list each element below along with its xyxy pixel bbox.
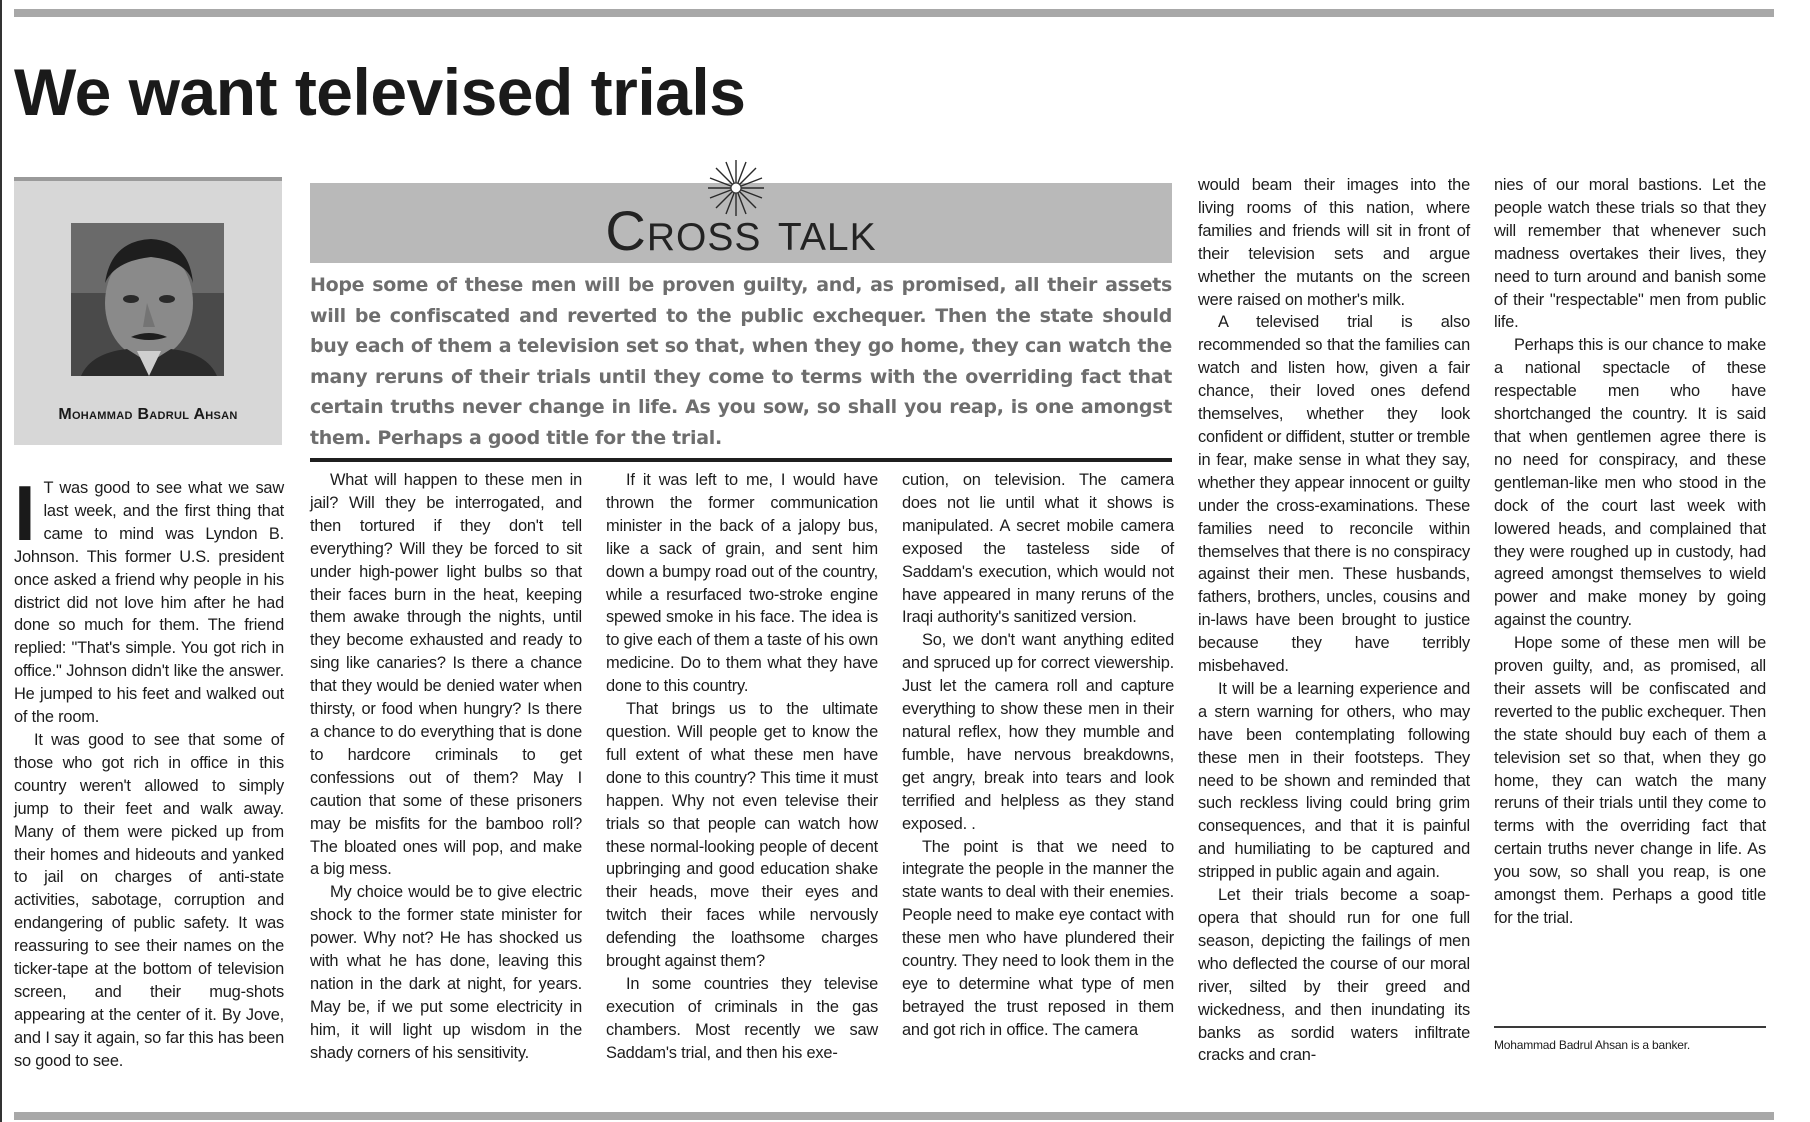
- article-column-4: [902, 469, 1174, 1042]
- author-name: [14, 406, 282, 424]
- headline: We want televised trials: [14, 55, 746, 129]
- author-name-text: Mohammad Badrul Ahsan: [58, 406, 238, 423]
- paragraph: So, we don't want anything edited and spruced up for correct viewership. Just let the camera roll and capture everything to show these men in their natural reflex, how they mumble and fumble, have nervous breakdowns, get angry, break into tears and look terrified and helpless as they stand exposed. .: [902, 631, 1174, 833]
- paragraph: The point is that we need to integrate the people in the manner the state wants to deal with their enemies. People need to make eye contact with these men who have plundered their country. They need to look them in the eye to determine what type of men betrayed the trust reposed in them and got rich in office. The camera: [902, 837, 1174, 1039]
- paragraph: What will happen to these men in jail? Will they be interrogated, and then tortured if they don't tell everything? Will they be forced to sit under high-power light bulbs so that their faces burn in the heat, keeping them awake through the nights, until they become exhausted and ready to sing like canaries? Is there a chance that they would be denied water when thirsty, or food when hungry? Is there a chance to do everything that is done to hardcore criminals to get confessions out of them? May I caution that some of these prisoners may be misfits for the bamboo roll? The bloated ones will pop, and make a big mess.: [310, 471, 582, 879]
- starburst-icon: [706, 158, 766, 218]
- paragraph: It will be a learning experience and a stern warning for others, who may have been contemplating following these men in their footsteps. They need to be shown and reminded that such reckless living could bring grim consequences, and that it is painful and humiliating to be captured and stripped in public again and again.: [1198, 679, 1470, 882]
- paragraph: It was good to see that some of those who got rich in office in this country weren't allowed to simply jump to their feet and walk away. Many of them were picked up from their homes and hideouts and yanked to jail on charges of anti-state activities, sabotage, corruption and endangering of public safety. It was reassuring to see their names on the ticker-tape at the bottom of television screen, and their mug-shots appearing at the center of it. By Jove, and I say it again, so far this has been so good to see.: [14, 730, 284, 1070]
- article-column-6: [1494, 174, 1766, 930]
- paragraph: That brings us to the ultimate question. Will people get to know the full extent of what these men have done to this country? This time it must happen. Why not even televise their trials so that people can watch how these normal-looking people of decent upbringing and good education shake their heads, move their eyes and twitch their faces while nervously defending the loathsome charges brought against them?: [606, 700, 878, 971]
- paragraph: nies of our moral bastions. Let the people watch these trials so that they will remember that whenever such madness overtakes their lives, they need to turn around and banish some of their "respectable" men from public life.: [1494, 176, 1766, 332]
- article-column-2: [310, 469, 582, 1065]
- article-column-1: [14, 469, 284, 1073]
- bottom-rule-bar: [14, 1112, 1774, 1120]
- bio-divider: [1494, 1026, 1766, 1028]
- author-box: [14, 177, 282, 445]
- paragraph: Let their trials become a soap-opera that should run for one full season, depicting the failings of men who deflected the course of our moral river, silted by their greed and wickedness, and then inundating its banks as sordid waters infiltrate cracks and cran-: [1198, 886, 1470, 1065]
- paragraph: [14, 469, 284, 729]
- paragraph: Perhaps this is our chance to make a national spectacle of these respectable men who have shortchanged the country. It is said that when gentlemen agree there is no need for conspiracy, and these gentleman-like men who stood in the dock of the court last week with lowered heads, and complained that they were roughed up in custody, had agreed amongst themselves to wield power and make money by going against the country.: [1494, 336, 1766, 630]
- author-bio: Mohammad Badrul Ahsan is a banker.: [1494, 1038, 1690, 1052]
- paragraph: My choice would be to give electric shock to the former state minister for power. Why not? He has shocked us with what he has done, leaving this nation in the dark at night, for years. May be, if we put some electricity in him, it will light up wisdom in the shady corners of his sensitivity.: [310, 883, 582, 1062]
- paragraph: If it was left to me, I would have thrown the former communication minister in the back of a jalopy bus, like a sack of grain, and sent him down a bumpy road out of the country, while a resurfaced two-stroke engine spewed smoke in his face. The idea is to give each of them a taste of his own medicine. Do to them what they have done to this country.: [606, 471, 878, 696]
- intro-blurb: Hope some of these men will be proven guilty, and, as promised, all their assets will be confiscated and reverted to the public exchequer. Then the state should buy each of them a television set so that, when they go home, they can watch the many reruns of their trials until they come to terms with the overriding fact that certain truths never change in life. As you sow, so shall you reap, is one amongst them. Perhaps a good title for the trial.: [310, 274, 1172, 449]
- intro-divider: [310, 458, 1172, 462]
- top-rule-bar: [14, 9, 1774, 17]
- paragraph-text: T was good to see what we saw last week, and the first thing that came to mind was Lyndon B. Johnson. This former U.S. president once asked a friend why people in his district did not love him after he had done so much for them. The friend replied: "That's simple. You got rich in office." Johnson didn't like the answer. He jumped to his feet and walked out of the room.: [14, 479, 284, 727]
- banner-title: Cross talk: [605, 199, 877, 262]
- author-portrait-photo: [71, 223, 224, 376]
- paragraph: Hope some of these men will be proven guilty, and, as promised, all their assets will be confiscated and reverted to the public exchequer. Then the state should buy each of them a television set so that, when they go home, they can watch the many reruns of their trials until they come to terms with the overriding fact that certain truths never change in life. As you sow, so shall you reap, is one amongst them. Perhaps a good title for the trial.: [1494, 634, 1766, 927]
- article-column-3: [606, 469, 878, 1065]
- article-column-5: [1198, 174, 1470, 1067]
- drop-cap: I: [14, 469, 36, 557]
- paragraph: would beam their images into the living rooms of this nation, where families and friends will sit in front of their television sets and argue whether the mutants on the screen were raised on mother's milk.: [1198, 176, 1470, 309]
- page-left-border: [0, 0, 2, 1122]
- paragraph: A televised trial is also recommended so that the families can watch and listen how, given a fair chance, their loved ones defend themselves, whether they look confident or diffident, stutter or tremble in fear, make sense in what they say, whether they appear innocent or guilty under the cross-examinations. These families need to reconcile within themselves that there is no conspiracy against their men. These husbands, fathers, brothers, uncles, cousins and in-laws have been brought to justice because they have terribly misbehaved.: [1198, 313, 1470, 676]
- author-photo: [71, 223, 224, 376]
- paragraph: In some countries they televise execution of criminals in the gas chambers. Most recently we saw Saddam's trial, and then his exe-: [606, 974, 878, 1062]
- paragraph: cution, on television. The camera does not lie until what it shows is manipulated. A secret mobile camera exposed the tasteless side of Saddam's execution, which would not have appeared in many reruns of the Iraqi authority's sanitized version.: [902, 471, 1174, 627]
